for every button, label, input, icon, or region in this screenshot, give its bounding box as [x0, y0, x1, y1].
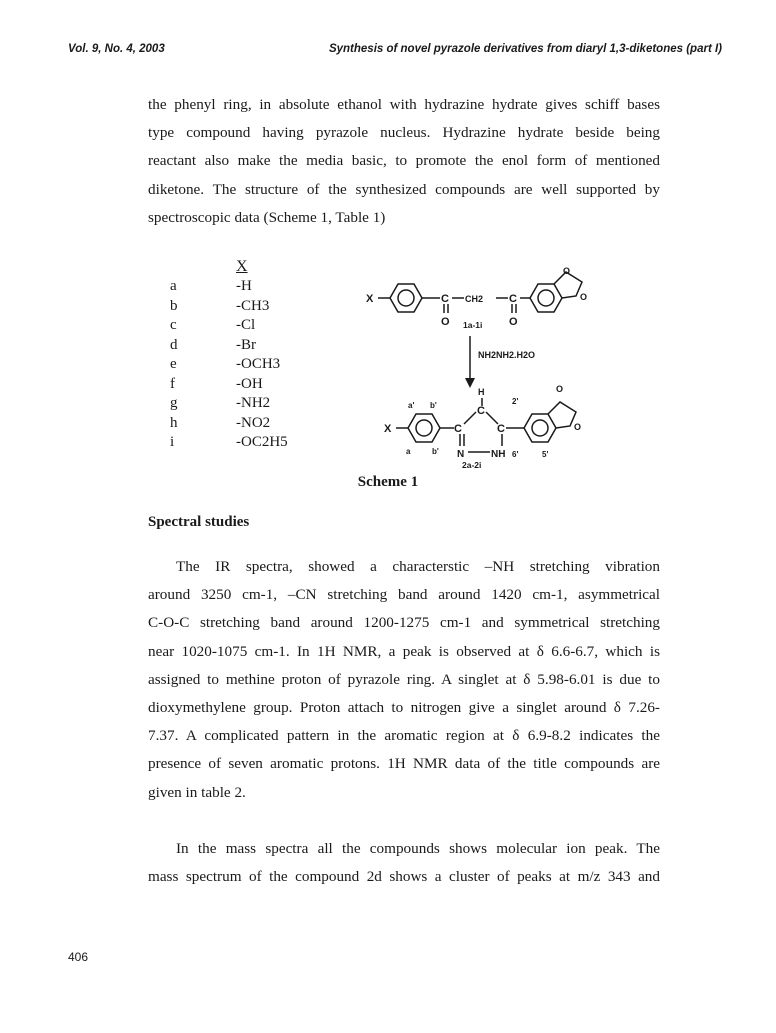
scheme-pos-5-prime: 5' [542, 450, 549, 458]
text-line: reactant also make the media basic, to promote the enol form of mentioned [148, 152, 660, 170]
scheme-h: H [478, 387, 485, 397]
text-line: The IR spectra, showed a characterstic –NH stretching vibration [176, 558, 660, 575]
scheme-compound-2: 2a-2i [462, 460, 482, 470]
scheme-x-top: X [366, 293, 374, 305]
benzodioxole-ring-bottom [524, 414, 556, 442]
scheme-ring-o-bottom-a: O [556, 384, 564, 394]
scheme-pos-a-prime: a' [408, 401, 415, 410]
text-line: diketone. The structure of the synthesized compounds are well supported by [148, 180, 660, 198]
scheme-pos-a: a [406, 447, 411, 456]
substituent-letter: h [170, 414, 178, 431]
scheme-ring-o-bottom-b: O [574, 422, 582, 432]
substituent-value: -NO2 [236, 414, 271, 431]
text-line: the phenyl ring, in absolute ethanol with hydrazine hydrate gives schiff bases [148, 96, 660, 113]
scheme-pyrazole-c3: C [497, 423, 505, 435]
substituent-value: -OH [236, 375, 263, 392]
text-line: around 3250 cm-1, –CN stretching band around 1420 cm-1, asymmetrical [148, 586, 660, 604]
text-line: assigned to methine proton of pyrazole ring. A singlet at δ 5.98-6.01 is due to [148, 670, 660, 688]
substituent-value: -H [236, 278, 252, 294]
text-line: 7.37. A complicated pattern in the aromatic region at δ 6.9-8.2 indicates the [148, 727, 660, 745]
scheme-ch2: CH2 [465, 294, 484, 304]
substituent-value: -OC2H5 [236, 434, 288, 450]
benzene-ring-bottom-left [408, 414, 440, 442]
substituent-letter: g [170, 395, 178, 411]
scheme-caption: Scheme 1 [357, 474, 419, 490]
text-line: C-O-C stretching band around 1200-1275 cm-1 and symmetrical stretching [148, 614, 660, 632]
section-heading: Spectral studies [148, 514, 250, 530]
spectral-paragraph [148, 553, 660, 807]
text-line: dioxymethylene group. Proton attach to nitrogen give a singlet around δ 7.26- [148, 698, 660, 716]
substituent-header: X [236, 258, 248, 275]
scheme-compound-1: 1a-1i [463, 320, 483, 330]
benzene-ring-top-left [390, 284, 422, 312]
substituent-letter: i [170, 434, 175, 450]
substituent-letter: b [170, 297, 178, 314]
intro-paragraph [148, 91, 660, 232]
scheme-carbonyl-c1: C [441, 293, 449, 305]
scheme-nh: NH [491, 449, 506, 458]
substituent-letter: e [170, 356, 177, 372]
text-line: given in table 2. [148, 783, 246, 801]
text-line: In the mass spectra all the compounds shows molecular ion peak. The [176, 840, 660, 857]
scheme-pos-6-prime: 6' [512, 450, 519, 458]
running-header-title: Synthesis of novel pyrazole derivatives from diaryl 1,3-diketones (part I) [328, 43, 722, 55]
substituent-value: -OCH3 [236, 356, 281, 372]
substituent-value: -Cl [236, 317, 256, 333]
text-line: mass spectrum of the compound 2d shows a cluster of peaks at m/z 343 and [148, 868, 660, 886]
substituent-value: -CH3 [236, 297, 270, 314]
mass-paragraph [148, 835, 660, 891]
scheme-reagent: NH2NH2.H2O [478, 350, 536, 360]
scheme-o2: O [509, 316, 518, 328]
page-number: 406 [68, 950, 89, 964]
text-line: type compound having pyrazole nucleus. Hydrazine hydrate beside being [148, 124, 660, 142]
benzodioxole-ring-top [530, 284, 562, 312]
scheme-pyrazole-c1: C [454, 423, 462, 435]
substituent-value: -Br [236, 336, 256, 353]
scheme-pos-b-prime: b' [430, 401, 437, 410]
reaction-scheme [360, 258, 610, 458]
running-header-volume: Vol. 9, No. 4, 2003 [68, 43, 165, 55]
scheme-pos-2-prime: 2' [512, 397, 519, 406]
substituent-value: -NH2 [236, 395, 271, 411]
substituent-letter: d [170, 336, 178, 353]
scheme-x-bottom: X [384, 423, 392, 435]
substituent-letter: f [170, 375, 175, 392]
scheme-pyrazole-c2: C [477, 405, 485, 417]
scheme-n: N [457, 449, 465, 458]
scheme-ring-o-top-a: O [563, 266, 571, 276]
substituent-letter: a [170, 278, 177, 294]
text-line: presence of seven aromatic protons. 1H NMR data of the title compounds are [148, 755, 660, 773]
text-line: spectroscopic data (Scheme 1, Table 1) [148, 208, 386, 226]
scheme-pos-b-prime-lower: b' [432, 447, 439, 456]
scheme-carbonyl-c2: C [509, 293, 517, 305]
scheme-o1: O [441, 316, 450, 328]
text-line: near 1020-1075 cm-1. In 1H NMR, a peak is observed at δ 6.6-6.7, which is [148, 642, 660, 660]
substituent-letter: c [170, 317, 177, 333]
scheme-ring-o-top-b: O [580, 292, 588, 302]
